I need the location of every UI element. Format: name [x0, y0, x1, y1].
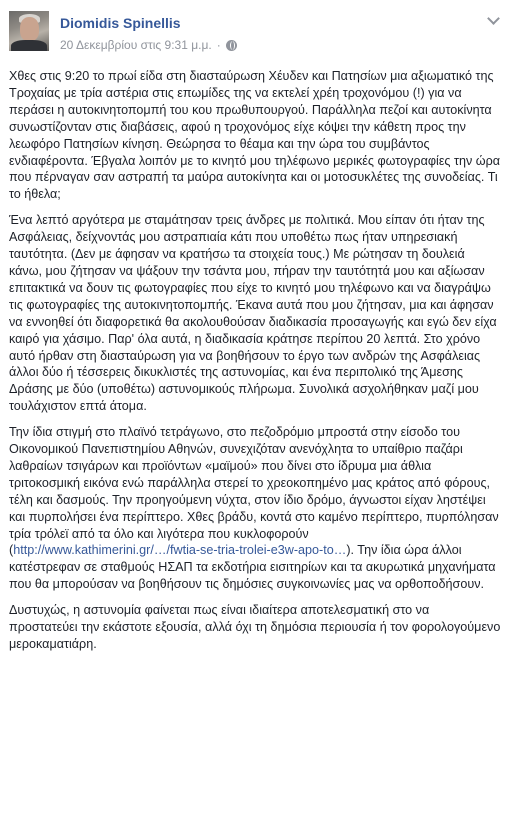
post-meta	[60, 38, 237, 52]
post-paragraph-1: Χθες στις 9:20 το πρωί είδα στη διασταύρωση Χέυδεν και Πατησίων μια αξιωματικό της Τροχαίας με τρία αστέρια στις επωμίδες της να εκτελεί χρέη τροχονόμου (!) για να περάσει η αυτοκινητοπομπή του κου πρωθυπουργού. Παράλληλα πεζοί και αυτοκίνητα συνωστίζονταν στις διαβάσεις, αφού η τροχονόμος είχε κόψει την κάθετη προς την λεωφόρο Πατησίων κίνηση. Θεώρησα το θέαμα και την ώρα του συμβάντος ενδιαφέροντα. Έβγαλα λοιπόν με το κινητό μου τηλέφωνο μερικές φωτογραφίες την ώρα που πέρναγαν σαν αστραπή τα μαύρα αυτοκίνητα και οι μοτοσυκλέτες της συνοδείας. Τι το ήθελα;	[9, 69, 501, 202]
post-paragraph-2: Ένα λεπτό αργότερα με σταμάτησαν τρεις άνδρες με πολιτικά. Μου είπαν ότι ήταν της Ασφάλειας, δείχνοντάς μου αστραπιαία κάτι που υποθέτω πως ήταν υπηρεσιακή ταυτότητα. (Δεν με άφησαν να κρατήσω τα στοιχεία τους.) Με ρώτησαν τη δουλειά κάνω, μου ζήτησαν να ψάξουν την τσάντα μου, πήραν την ταυτότητά μου και αξίωσαν επιτακτικά να δουν τις φωτογραφίες που είχε το κινητό μου τηλέφωνο και να διαγράψω τις φωτογραφίες της αυτοκινητοπομπής. Έκανα αυτά που μου ζήτησαν, μια και άφησαν να εννοηθεί ότι διαφορετικά θα ακολουθούσαν διαδικασία προσαγωγής και εγώ δεν είχα καιρό για χάσιμο. Παρ' όλα αυτά, η διαδικασία κράτησε περίπου 20 λεπτά. Στο χρόνο αυτό ήρθαν στη διασταύρωση για να βοηθήσουν το έργο των ανδρών της Ασφάλειας άλλοι δύο ή τέσσερεις δικυκλιστές της αστυνομίας, και ένα περιπολικό της Άμεσης Δράσης με δύο (υποθέτω) αστυνομικούς πλήρωμα. Συνολικά ασχολήθηκαν μαζί μου τουλάχιστον επτά άτομα.	[9, 213, 497, 414]
post-paragraph-3	[9, 424, 501, 593]
chevron-down-icon[interactable]	[486, 14, 500, 24]
author-name-link[interactable]: Diomidis Spinellis	[60, 15, 181, 31]
avatar-suit	[11, 40, 47, 51]
globe-icon[interactable]	[226, 40, 237, 51]
meta-separator: ·	[216, 38, 221, 52]
post-paragraph-4: Δυστυχώς, η αστυνομία φαίνεται πως είναι ιδιαίτερα αποτελεσματική στο να προστατεύει την εκάστοτε εξουσία, αλλά όχι τη δημόσια περιουσία ή τον φορολογούμενο μεροκαματιάρη.	[9, 603, 501, 651]
post-header	[0, 0, 510, 62]
avatar[interactable]	[9, 11, 49, 51]
kathimerini-link[interactable]: http://www.kathimerini.gr/…/fwtia-se-tria-trolei-e3w-apo-to…	[13, 543, 347, 558]
post-timestamp[interactable]: 20 Δεκεμβρίου στις 9:31 μ.μ.	[60, 38, 212, 52]
post-body	[9, 68, 501, 662]
post-paragraph-3-start: Την ίδια στιγμή στο πλαϊνό τετράγωνο, στο πεζοδρόμιο μπροστά στην είσοδο του Οικονομικού Πανεπιστημίου Αθηνών, συνεχιζόταν ανενόχλητα το υπαίθριο παζάρι λαθραίων τσιγάρων και προϊόντων «μαϊμού» που δίνει στο ίδρυμα μια άθλια τριτοκοσμική εικόνα ενώ παράλληλα στερεί το χρεοκοπημένο μας κράτος από φόρους, τέλη και δασμούς. Την προηγούμενη νύχτα, στον ίδιο δρόμο, άγνωστοι είχαν ληστέψει και πυρπολήσει ένα περίπτερο. Χθες βράδυ, κοντά στο καμένο περίπτερο, πυρπόλησαν τρία τρόλεϊ από τα όλο και λιγότερα που κυκλοφορούν (	[9, 425, 499, 558]
post-paragraph-3-end: ). Την ίδια ώρα άλλοι κατέστρεφαν σε σταθμούς ΗΣΑΠ τα εκδοτήρια εισιτηρίων και τα ακυρωτικά μηχανήματα που θα μπορούσαν να βοηθήσουν τις δημόσιες συγκοινωνίες μας να ορθοποδήσουν.	[9, 543, 496, 592]
avatar-face	[20, 17, 39, 41]
